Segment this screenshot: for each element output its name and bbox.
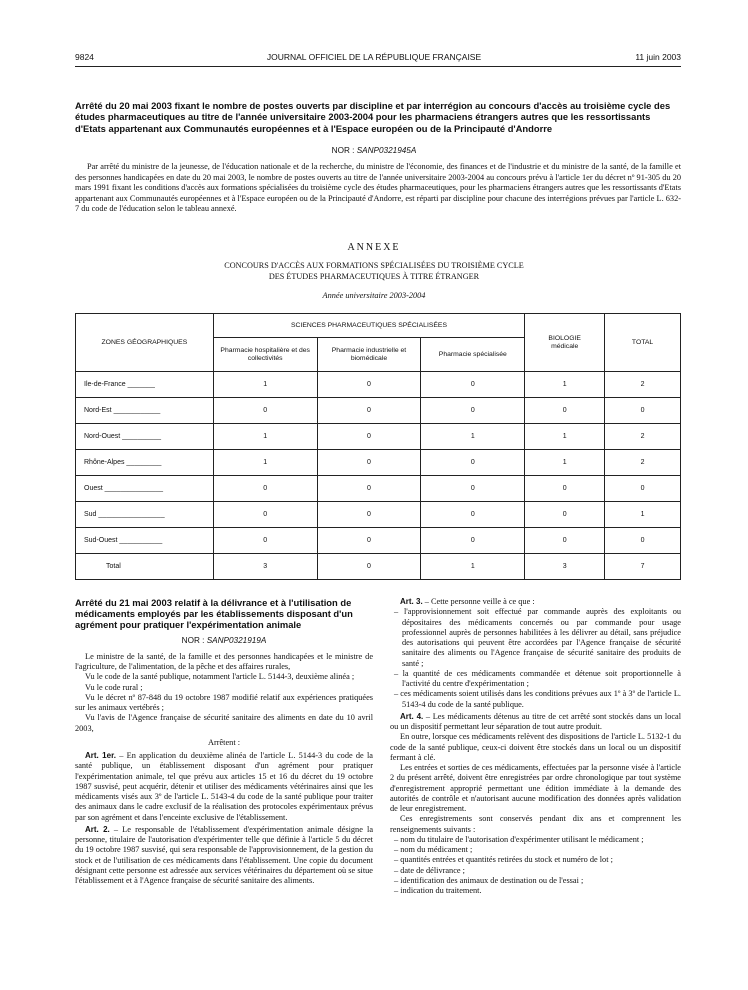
value-cell: 2 bbox=[605, 372, 681, 398]
zone-cell bbox=[76, 450, 214, 476]
header-rule bbox=[75, 66, 681, 67]
zone-cell bbox=[76, 424, 214, 450]
value-cell: 0 bbox=[317, 372, 421, 398]
article-1-text: – En application du deuxième alinéa de l'article L. 5144-3 du code de la santé publique, un établissement disposant d'un agrément pour pratiquer l'expérimentation animale, tel que prévu aux articles 15 et 16 du décret du 19 octobre 1987 susvisé, peut acquérir, détenir et utiliser des médicaments vétérinaires ainsi que les médicaments visés aux 3º de l'article L. 5143-4 du code de la santé publique pour traiter des animaux dans le cadre exclusif de la réalisation des protocoles expérimentaux prévus par son agrément et dans l'enceinte exclusive de l'établissement. bbox=[75, 751, 373, 822]
value-cell: 3 bbox=[213, 554, 317, 580]
annexe-subtitle-2: DES ÉTUDES PHARMACEUTIQUES À TITRE ÉTRANGER bbox=[268, 272, 480, 281]
article-3 bbox=[390, 597, 681, 607]
article-1 bbox=[75, 751, 373, 823]
dot-leader: __________ bbox=[120, 433, 162, 440]
zone-cell bbox=[76, 528, 214, 554]
list-item: – nom du médicament ; bbox=[394, 845, 473, 854]
article-4-text: – Les médicaments détenus au titre de cet arrêté sont stockés dans un local ou un dispositif permettant leur séparation de tout autre produit. bbox=[390, 711, 682, 731]
article-3-intro: – Cette personne veille à ce que : bbox=[424, 597, 535, 606]
value-cell: 0 bbox=[213, 398, 317, 424]
zone-cell bbox=[76, 372, 214, 398]
header-biologie: BIOLOGIE médicale bbox=[525, 314, 605, 372]
nor-code: SANP0321919A bbox=[206, 635, 267, 645]
list-item: – date de délivrance ; bbox=[394, 865, 465, 875]
value-cell: 0 bbox=[525, 476, 605, 502]
arrete1-nor bbox=[0, 146, 748, 155]
value-cell: 0 bbox=[317, 554, 421, 580]
table-row bbox=[76, 450, 681, 476]
article-4-paragraph-4: Ces enregistrements sont conservés pendant dix ans et comprennent les renseignements suivants : bbox=[390, 814, 681, 834]
zone-label: Ile-de-France bbox=[84, 381, 126, 388]
list-item: – quantités entrées et quantités retirées du stock et numéro de lot ; bbox=[394, 855, 613, 865]
value-cell: 0 bbox=[605, 398, 681, 424]
value-cell: 1 bbox=[525, 372, 605, 398]
header-pharmacie-industrielle: Pharmacie industrielle et biomédicale bbox=[317, 338, 421, 372]
value-cell: 0 bbox=[317, 476, 421, 502]
value-cell: 0 bbox=[525, 528, 605, 554]
article-2-label: Art. 2. bbox=[85, 824, 110, 834]
zone-cell bbox=[76, 502, 214, 528]
article-4-list bbox=[390, 835, 681, 897]
issue-date: 11 juin 2003 bbox=[635, 52, 681, 62]
dot-leader: _________ bbox=[124, 459, 162, 466]
value-cell: 1 bbox=[213, 424, 317, 450]
right-column bbox=[390, 597, 681, 896]
zone-label: Ouest bbox=[84, 485, 103, 492]
list-item: – ces médicaments soient utilisés dans les conditions prévues aux 1º à 3º de l'article L. 5143-4 du code de la santé publique. bbox=[394, 689, 681, 709]
dot-leader: _________________ bbox=[96, 511, 165, 518]
arrete2-title: Arrêté du 21 mai 2003 relatif à la délivrance et à l'utilisation de médicaments employés par les établissements disposant d'un agrément pour pratiquer l'expérimentation animale bbox=[75, 597, 353, 631]
value-cell: 0 bbox=[421, 372, 525, 398]
arrete2-nor bbox=[75, 636, 373, 646]
annexe-table bbox=[75, 313, 681, 580]
value-cell: 0 bbox=[317, 450, 421, 476]
list-item: – indication du traitement. bbox=[394, 886, 482, 895]
article-4-label: Art. 4. bbox=[400, 711, 424, 721]
arretent: Arrêtent : bbox=[207, 737, 241, 747]
article-2-text: – Le responsable de l'établissement d'expérimentation animale désigne la personne, titulaire de l'autorisation d'expérimenter telle que définie à l'article 5 du décret du 19 octobre 1987 susvisé, qui sera responsable de l'approvisionnement, de la gestion du stock et de l'utilisation de ces médicaments dans l'établissement. Une copie du document désignant cette personne est adressée aux services vétérinaires du département où se situe l'établissement et à l'Agence française de sécurité sanitaire des aliments. bbox=[75, 824, 373, 886]
value-cell: 0 bbox=[605, 476, 681, 502]
preamble-1: Le ministre de la santé, de la famille et des personnes handicapées et le ministre de l'agriculture, de l'alimentation, de la pêche et des affaires rurales, bbox=[75, 651, 373, 672]
header-zones: ZONES GÉOGRAPHIQUES bbox=[76, 314, 214, 372]
zone-label: Sud bbox=[84, 511, 97, 518]
value-cell: 0 bbox=[213, 476, 317, 502]
article-4 bbox=[390, 712, 681, 733]
value-cell: 0 bbox=[317, 398, 421, 424]
list-item: – identification des animaux de destination ou de l'essai ; bbox=[394, 875, 584, 885]
article-1-label: Art. 1er. bbox=[85, 751, 116, 761]
table-row bbox=[76, 476, 681, 502]
table-row bbox=[76, 528, 681, 554]
header-total: TOTAL bbox=[605, 314, 681, 372]
value-cell: 0 bbox=[317, 424, 421, 450]
article-4-paragraph-2: En outre, lorsque ces médicaments relèvent des dispositions de l'article L. 5132-1 du code de la santé publique, ceux-ci doivent être stockés dans un local ou un dispositif fermant à clé. bbox=[390, 732, 681, 762]
list-item: – l'approvisionnement soit effectué par commande auprès des exploitants ou dépositaires des médicaments concernés ou par commande pour usage professionnel auprès de personnes habilitées à les délivrer au détail, sans préjudice des autorisations qui peuvent être accordées par l'Agence française de sécurité sanitaire des aliments ou l'Agence française de sécurité sanitaire des produits de santé ; bbox=[394, 607, 681, 668]
nor-label: NOR : bbox=[331, 146, 355, 155]
preamble-4: Vu le décret nº 87-848 du 19 octobre 1987 modifié relatif aux expériences pratiquées sur les animaux vertébrés ; bbox=[75, 692, 373, 713]
table-row bbox=[76, 398, 681, 424]
value-cell: 3 bbox=[525, 554, 605, 580]
value-cell: 1 bbox=[525, 424, 605, 450]
table-row bbox=[76, 502, 681, 528]
value-cell: 2 bbox=[605, 424, 681, 450]
annexe-subtitle-1: CONCOURS D'ACCÈS AUX FORMATIONS SPÉCIALISÉES DU TROISIÈME CYCLE bbox=[224, 261, 524, 270]
dot-leader: _______ bbox=[125, 381, 155, 388]
value-cell: 1 bbox=[421, 424, 525, 450]
article-3-label: Art. 3. bbox=[400, 597, 423, 606]
dot-leader: _______________ bbox=[102, 485, 164, 492]
value-cell: 0 bbox=[317, 502, 421, 528]
zone-cell bbox=[76, 554, 214, 580]
zone-label: Nord-Ouest bbox=[84, 433, 121, 440]
value-cell: 0 bbox=[421, 502, 525, 528]
value-cell: 0 bbox=[421, 450, 525, 476]
article-4-paragraph-3: Les entrées et sorties de ces médicaments, effectuées par la personne visée à l'article 2 du présent arrêté, doivent être enregistrées par ordre chronologique par tout système d'enregistrement approprié permettant une édition immédiate à la demande des autorités de contrôle et n'autorisant aucune modification des données après validation de leur enregistrement. bbox=[390, 763, 681, 813]
zone-label: Nord-Est bbox=[84, 407, 112, 414]
nor-code: SANP0321945A bbox=[356, 146, 417, 155]
value-cell: 7 bbox=[605, 554, 681, 580]
article-3-list bbox=[390, 607, 681, 710]
zone-label: Sud-Ouest bbox=[84, 537, 118, 544]
left-column bbox=[75, 597, 373, 886]
nor-label: NOR : bbox=[181, 635, 205, 645]
header-pharmacie-hospitaliere: Pharmacie hospitalière et des collectivités bbox=[213, 338, 317, 372]
table-row bbox=[76, 372, 681, 398]
value-cell: 1 bbox=[213, 450, 317, 476]
article-2 bbox=[75, 825, 373, 887]
preamble-5: Vu l'avis de l'Agence française de sécurité sanitaire des aliments en date du 10 avril 2003, bbox=[75, 713, 373, 733]
value-cell: 1 bbox=[213, 372, 317, 398]
value-cell: 2 bbox=[605, 450, 681, 476]
value-cell: 0 bbox=[525, 398, 605, 424]
list-item: – nom du titulaire de l'autorisation d'expérimenter utilisant le médicament ; bbox=[394, 834, 644, 844]
value-cell: 0 bbox=[213, 502, 317, 528]
list-item: – la quantité de ces médicaments commandée et détenue soit proportionnelle à l'activité du centre d'expérimentation ; bbox=[394, 668, 681, 688]
zone-label: Rhône-Alpes bbox=[84, 459, 125, 466]
page-number: 9824 bbox=[75, 52, 94, 62]
zone-cell bbox=[76, 476, 214, 502]
value-cell: 0 bbox=[317, 528, 421, 554]
header-pharmacie-specialisee: Pharmacie spécialisée bbox=[421, 338, 525, 372]
preamble-3: Vu le code rural ; bbox=[85, 682, 143, 692]
preamble-2: Vu le code de la santé publique, notamment l'article L. 5144-3, deuxième alinéa ; bbox=[85, 672, 355, 682]
value-cell: 1 bbox=[605, 502, 681, 528]
annexe-table-body bbox=[76, 372, 681, 580]
table-row bbox=[76, 424, 681, 450]
arrete1-body: Par arrêté du ministre de la jeunesse, de l'éducation nationale et de la recherche, du ministre de l'économie, des finances et de l'industrie et du ministre de la santé, de la famille et des personnes handicapées en date du 20 mai 2003, le nombre de postes ouverts au titre de l'année universitaire 2003-2004 au concours prévu à l'article 1er du décret nº 91-305 du 20 mars 1991 fixant les conditions d'accès aux formations spécialisées du troisième cycle des études pharmaceutiques, pour les pharmaciens étrangers autres que les ressortissants d'Etats appartenant aux Communautés européennes et à l'Espace européen ou de la Principauté d'Andorre, est réparti par discipline pour chacune des interrégions prévues par l'article L. 632-7 du code de l'éducation selon le tableau annexé. bbox=[75, 162, 681, 214]
arrete1-title: Arrêté du 20 mai 2003 fixant le nombre de postes ouverts par discipline et par interrégion au concours d'accès au troisième cycle des études pharmaceutiques au titre de l'année universitaire 2003-2004 pour les pharmaciens étrangers autres que les ressortissants d'Etats appartenant aux Communautés européennes et à l'Espace européen ou de la Principauté d'Andorre bbox=[75, 100, 671, 134]
header-sciences: SCIENCES PHARMACEUTIQUES SPÉCIALISÉES bbox=[213, 314, 524, 338]
zone-cell bbox=[76, 398, 214, 424]
value-cell: 0 bbox=[421, 476, 525, 502]
annexe-label: ANNEXE bbox=[347, 242, 401, 253]
value-cell: 0 bbox=[525, 502, 605, 528]
value-cell: 0 bbox=[421, 528, 525, 554]
dot-leader: ____________ bbox=[111, 407, 161, 414]
value-cell: 1 bbox=[525, 450, 605, 476]
table-total-row bbox=[76, 554, 681, 580]
value-cell: 0 bbox=[213, 528, 317, 554]
value-cell: 0 bbox=[605, 528, 681, 554]
value-cell: 1 bbox=[421, 554, 525, 580]
dot-leader: ___________ bbox=[117, 537, 163, 544]
journal-title: JOURNAL OFFICIEL DE LA RÉPUBLIQUE FRANÇAISE bbox=[266, 52, 482, 62]
annexe-year: Année universitaire 2003-2004 bbox=[322, 291, 426, 300]
value-cell: 0 bbox=[421, 398, 525, 424]
zone-label: Total bbox=[106, 563, 121, 570]
